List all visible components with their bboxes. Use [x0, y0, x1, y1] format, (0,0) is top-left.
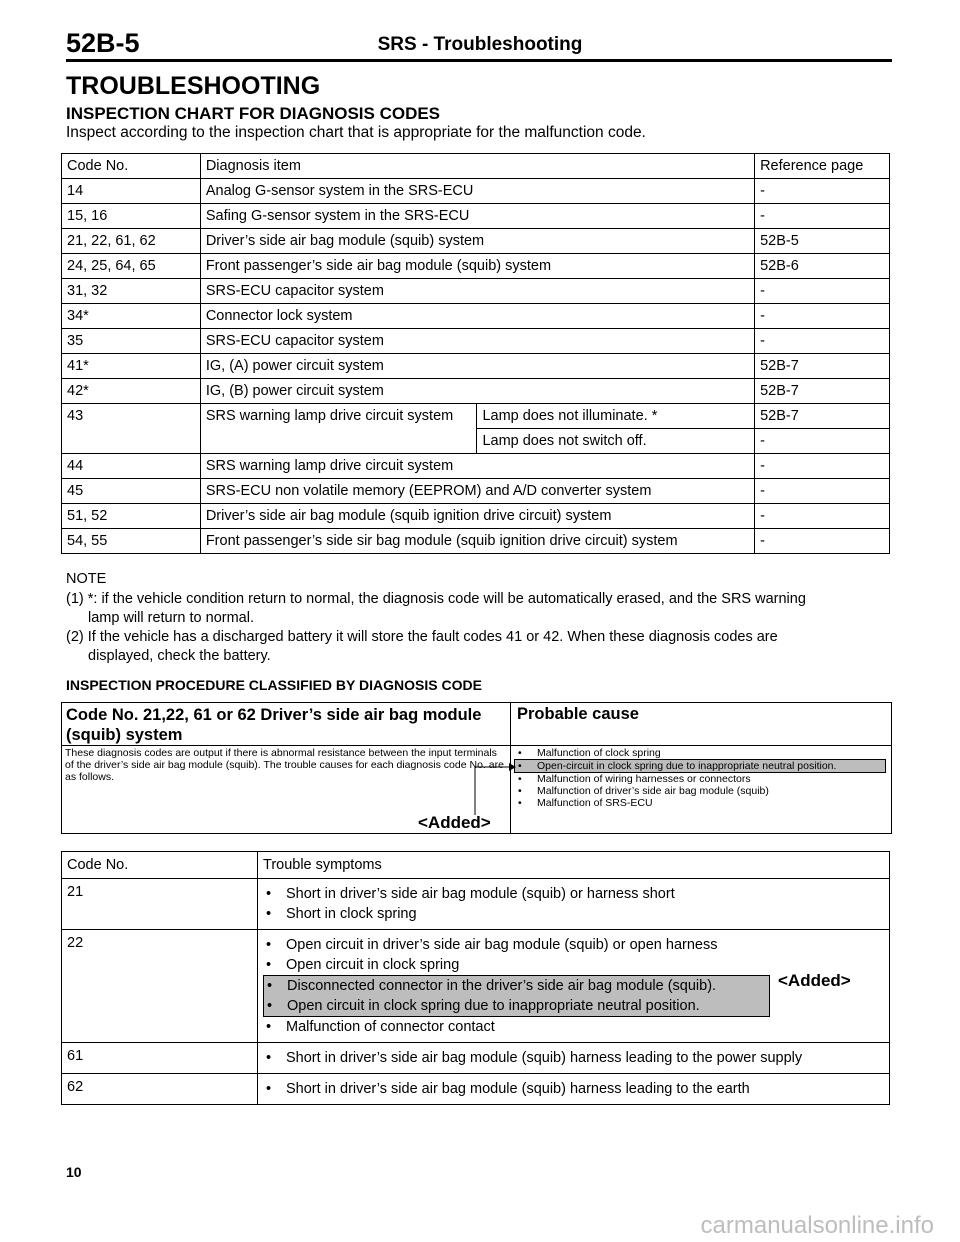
bullet: • — [266, 906, 272, 922]
code-cell: 43 — [62, 404, 201, 454]
table-row — [62, 354, 890, 379]
watermark: carmanualsonline.info — [700, 1212, 934, 1239]
diagnosis-item-cell: Driver’s side air bag module (squib ignition drive circuit) system — [200, 504, 754, 529]
added-highlight — [263, 975, 770, 1017]
header-row — [62, 154, 890, 179]
table-row — [62, 229, 890, 254]
bullet: • — [267, 998, 273, 1014]
table-row — [62, 529, 890, 554]
intro-text: Inspect according to the inspection chart that is appropriate for the malfunction code. — [66, 124, 646, 141]
diagnosis-item-cell: Connector lock system — [200, 304, 754, 329]
cause-item: • Open-circuit in clock spring due to inappropriate neutral position. — [515, 760, 885, 772]
reference-page-cell: 52B-7 — [755, 379, 890, 404]
reference-page-cell: - — [755, 529, 890, 554]
cause-item: • Malfunction of driver’s side air bag module (squib) — [518, 785, 769, 797]
symptom-item: • Short in driver’s side air bag module (squib) harness leading to the power supply — [266, 1050, 803, 1066]
table-row — [62, 379, 890, 404]
code-cell: 51, 52 — [62, 504, 201, 529]
bullet: • — [267, 978, 273, 994]
symptom-item: • Short in driver’s side air bag module (squib) or harness short — [266, 886, 675, 902]
table-row — [62, 254, 890, 279]
column-header: Reference page — [755, 154, 890, 179]
column-header: Trouble symptoms — [258, 852, 890, 879]
table-row — [62, 329, 890, 354]
divider — [61, 745, 891, 746]
table-row — [62, 479, 890, 504]
bullet: • — [518, 797, 522, 809]
cause-item: • Malfunction of wiring harnesses or connectors — [518, 773, 751, 785]
diagnosis-item-cell: Driver’s side air bag module (squib) system — [200, 229, 754, 254]
procedure-title: Code No. 21,22, 61 or 62 Driver’s side air bag module (squib) system — [66, 706, 482, 744]
diagnosis-item-cell: SRS-ECU capacitor system — [200, 279, 754, 304]
code-cell: 22 — [62, 930, 258, 1043]
condition-cell: Lamp does not switch off. — [477, 429, 755, 454]
probable-cause-list — [515, 747, 885, 809]
section-code: 52B-5 — [66, 28, 140, 58]
bullet: • — [518, 747, 522, 759]
column-header: Code No. — [62, 852, 258, 879]
symptom-item: • Disconnected connector in the driver’s side air bag module (squib). — [267, 978, 717, 994]
page-number: 10 — [66, 1164, 82, 1180]
diagnosis-item-cell: SRS warning lamp drive circuit system — [200, 404, 477, 454]
page-header-title: SRS - Troubleshooting — [377, 34, 583, 55]
table-row — [62, 304, 890, 329]
reference-page-cell: - — [755, 179, 890, 204]
procedure-heading: INSPECTION PROCEDURE CLASSIFIED BY DIAGNOSIS CODE — [66, 677, 482, 693]
added-label: <Added> — [778, 971, 851, 990]
reference-page-cell: 52B-6 — [755, 254, 890, 279]
reference-page-cell: - — [755, 454, 890, 479]
note-title: NOTE — [66, 571, 107, 587]
symptom-item: • Open circuit in clock spring — [266, 957, 460, 973]
diagnosis-code-chart — [61, 153, 890, 554]
reference-page-cell: - — [755, 329, 890, 354]
header-rule — [66, 59, 892, 62]
diagnosis-item-cell: Front passenger’s side air bag module (squib) system — [200, 254, 754, 279]
diagnosis-item-cell: Analog G-sensor system in the SRS-ECU — [200, 179, 754, 204]
note-line: (2) If the vehicle has a discharged battery it will store the fault codes 41 or 42. When these diagnosis codes are — [66, 629, 778, 645]
table-row — [62, 204, 890, 229]
table-row — [62, 404, 890, 429]
symptom-item: • Malfunction of connector contact — [266, 1019, 495, 1035]
bullet: • — [266, 1019, 272, 1035]
code-cell: 35 — [62, 329, 201, 354]
symptom-item: • Short in clock spring — [266, 906, 417, 922]
reference-page-cell: 52B-7 — [755, 404, 890, 429]
chart-heading: INSPECTION CHART FOR DIAGNOSIS CODES — [66, 104, 441, 123]
symptom-item: • Short in driver’s side air bag module (squib) harness leading to the earth — [266, 1081, 750, 1097]
code-cell: 62 — [62, 1074, 258, 1105]
cause-item: • Malfunction of clock spring — [518, 747, 661, 759]
code-cell: 34* — [62, 304, 201, 329]
condition-cell: Lamp does not illuminate. * — [477, 404, 755, 429]
reference-page-cell: 52B-7 — [755, 354, 890, 379]
bullet: • — [518, 760, 522, 772]
trouble-symptoms-table — [61, 851, 890, 1105]
table-row — [62, 179, 890, 204]
diagnosis-item-cell: IG, (A) power circuit system — [200, 354, 754, 379]
note-line: displayed, check the battery. — [88, 648, 271, 664]
code-cell: 31, 32 — [62, 279, 201, 304]
column-header: Code No. — [62, 154, 201, 179]
bullet: • — [266, 1081, 272, 1097]
diagnosis-item-cell: SRS-ECU capacitor system — [200, 329, 754, 354]
code-cell: 45 — [62, 479, 201, 504]
code-cell: 21 — [62, 879, 258, 930]
code-cell: 42* — [62, 379, 201, 404]
table-row — [62, 504, 890, 529]
added-label: <Added> — [418, 813, 491, 832]
page-title: TROUBLESHOOTING — [66, 72, 321, 100]
column-header: Diagnosis item — [200, 154, 754, 179]
reference-page-cell: - — [755, 304, 890, 329]
bullet: • — [518, 785, 522, 797]
diagnosis-item-cell: SRS-ECU non volatile memory (EEPROM) and A/D converter system — [200, 479, 754, 504]
bullet: • — [266, 886, 272, 902]
code-cell: 24, 25, 64, 65 — [62, 254, 201, 279]
code-cell: 41* — [62, 354, 201, 379]
bullet: • — [266, 1050, 272, 1066]
reference-page-cell: - — [755, 204, 890, 229]
cause-item: • Malfunction of SRS-ECU — [518, 797, 653, 809]
code-cell: 14 — [62, 179, 201, 204]
reference-page-cell: 52B-5 — [755, 229, 890, 254]
table-row — [62, 454, 890, 479]
reference-page-cell: - — [755, 279, 890, 304]
added-arrow-icon — [471, 757, 517, 817]
bullet: • — [518, 773, 522, 785]
symptom-item: • Open circuit in driver’s side air bag module (squib) or open harness — [266, 937, 718, 953]
table-row — [62, 279, 890, 304]
code-cell: 44 — [62, 454, 201, 479]
diagnosis-item-cell: SRS warning lamp drive circuit system — [200, 454, 754, 479]
reference-page-cell: - — [755, 504, 890, 529]
code-cell: 61 — [62, 1043, 258, 1074]
reference-page-cell: - — [755, 479, 890, 504]
procedure-description: These diagnosis codes are output if there is abnormal resistance between the input terminals of the driver’s side air bag module (squib). The trouble causes for each diagnosis code No. are as follows. — [65, 747, 504, 783]
probable-cause-header: Probable cause — [517, 705, 639, 723]
diagnosis-item-cell: Front passenger’s side sir bag module (squib ignition drive circuit) system — [200, 529, 754, 554]
note-line: (1) *: if the vehicle condition return to normal, the diagnosis code will be automatically erased, and the SRS warning — [66, 591, 806, 607]
diagnosis-item-cell: IG, (B) power circuit system — [200, 379, 754, 404]
bullet: • — [266, 937, 272, 953]
code-cell: 54, 55 — [62, 529, 201, 554]
diagnosis-item-cell: Safing G-sensor system in the SRS-ECU — [200, 204, 754, 229]
code-cell: 15, 16 — [62, 204, 201, 229]
bullet: • — [266, 957, 272, 973]
code-cell: 21, 22, 61, 62 — [62, 229, 201, 254]
reference-page-cell: - — [755, 429, 890, 454]
note-line: lamp will return to normal. — [88, 610, 254, 626]
symptom-item: • Open circuit in clock spring due to inappropriate neutral position. — [267, 998, 700, 1014]
